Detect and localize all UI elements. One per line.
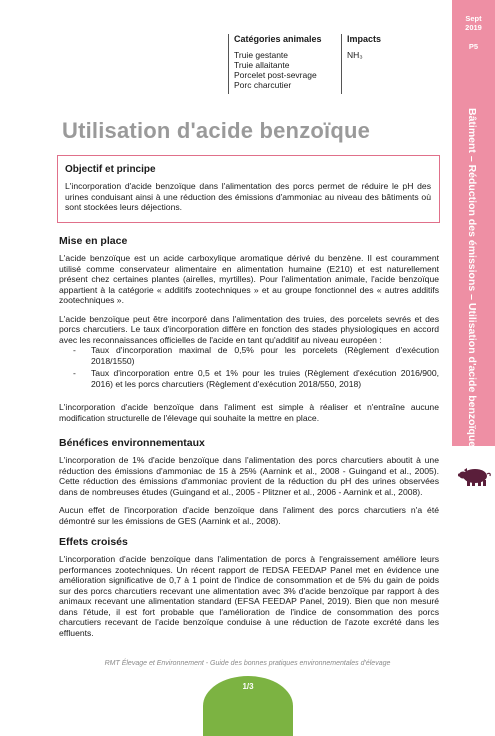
footer-text: RMT Élevage et Environnement - Guide des bonnes pratiques environnementales d'élevage bbox=[104, 660, 391, 667]
page-number: 1/3 bbox=[242, 682, 254, 691]
list-item: - Taux d'incorporation entre 0,5 et 1% pour les truies (Règlement d'exécution 2016/900, 2016) et les porcs charcutiers (Règlement d'exécution 2018/550, 2018) bbox=[59, 368, 439, 389]
vertical-section-title: Bâtiment – Réduction des émissions – Utilisation d'acide benzoïque bbox=[466, 108, 478, 448]
section-heading-mise-en-place: Mise en place bbox=[59, 235, 128, 247]
category-item: Truie gestante bbox=[234, 50, 289, 60]
date-month: Sept bbox=[465, 14, 482, 23]
category-item: Porcelet post-sevrage bbox=[234, 70, 317, 80]
bullet-list bbox=[59, 345, 439, 389]
page-code: P5 bbox=[468, 42, 479, 51]
date-label bbox=[452, 14, 495, 32]
date-year: 2019 bbox=[465, 23, 482, 32]
impacts-column bbox=[341, 34, 442, 94]
paragraph: Aucun effet de l'incorporation d'acide benzoïque dans l'aliment des porcs charcutiers n'a été démontré sur les émissions de GES (Aarnink et al., 2008). bbox=[59, 505, 439, 526]
benefices-body bbox=[59, 455, 439, 526]
objective-box bbox=[57, 155, 440, 223]
category-item: Porc charcutier bbox=[234, 80, 292, 90]
effets-body bbox=[59, 554, 439, 638]
mise-en-place-body bbox=[59, 253, 439, 423]
paragraph: L'acide benzoïque est un acide carboxylique aromatique dérivé du benzène. Il est couramment utilisé comme conservateur alimentaire en alimentation humaine (E210) et est naturellement présent chez certaines plantes (airelles, myrtilles). Pour l'alimentation animale, l'acide benzoïque appartient à la catégorie « additifs zootechniques » et au groupe fonctionnel des « autres additifs zootechniques ». bbox=[59, 253, 439, 305]
impacts-header: Impacts bbox=[347, 34, 382, 44]
categories-header: Catégories animales bbox=[234, 34, 322, 44]
section-heading-effets: Effets croisés bbox=[59, 536, 128, 548]
impact-item: NH₃ bbox=[347, 50, 363, 60]
paragraph: L'acide benzoïque peut être incorporé dans l'alimentation des truies, des porcelets sevrés et des porcs charcutiers. Le taux d'incorporation diffère en fonction des stades physiologiques en accord avec les reconnaissances officielles de l'acide en tant qu'additif au niveau européen : bbox=[59, 313, 439, 345]
pig-icon bbox=[456, 465, 492, 487]
objective-heading: Objectif et principe bbox=[65, 164, 156, 175]
objective-text: L'incorporation d'acide benzoïque dans l'alimentation des porcs permet de réduire le pH des urines conduisant ainsi à une réduction des émissions d'ammoniac au niveau des bâtiments où sont stockées leurs déjections. bbox=[65, 181, 431, 212]
paragraph: L'incorporation d'acide benzoïque dans l'aliment est simple à réaliser et n'entraîne aucune modification structurelle de l'élevage qui souhaite la mettre en place. bbox=[59, 402, 439, 423]
paragraph: L'incorporation d'acide benzoïque dans l'alimentation de porcs à l'engraissement améliore leurs performances zootechniques. Un récent rapport de l'EDSA FEEDAP Panel met en évidence une amélioration significative de 0,7 à 1 point de l'indice de consommation et de 5% du gain de poids sur des porcs charcutiers recevant une alimentation avec 3% d'acide benzoïque par rapport à des animaux recevant une alimentation standard (EFSA FEEDAP Panel, 2019). Bien que non mesuré dans l'étude, il est fort probable que l'amélioration de l'indice de consommation des porcs charcutiers recevant de l'acide benzoïque conduise à une réduction de l'azote excrété dans les effluents. bbox=[59, 554, 439, 638]
paragraph: L'incorporation de 1% d'acide benzoïque dans l'alimentation des porcs charcutiers aboutit à une réduction des émissions d'ammoniac de 15 à 25% (Aarnink et al., 2008 - Guingand et al., 2005). Cette réduction des émissions d'ammoniac provient de la réduction du pH des urines observées dans de nombreuses études (Guingand et al., 2005 - Plitzner et al., 2006 - Aarnink et al., 2008). bbox=[59, 455, 439, 497]
categories-column bbox=[228, 34, 339, 94]
category-item: Truie allaitante bbox=[234, 60, 290, 70]
section-heading-benefices: Bénéfices environnementaux bbox=[59, 437, 205, 449]
page-title: Utilisation d'acide benzoïque bbox=[62, 118, 371, 143]
list-item: - Taux d'incorporation maximal de 0,5% pour les porcelets (Règlement d'exécution 2018/1550) bbox=[59, 345, 439, 366]
category-impact-table bbox=[228, 34, 443, 94]
